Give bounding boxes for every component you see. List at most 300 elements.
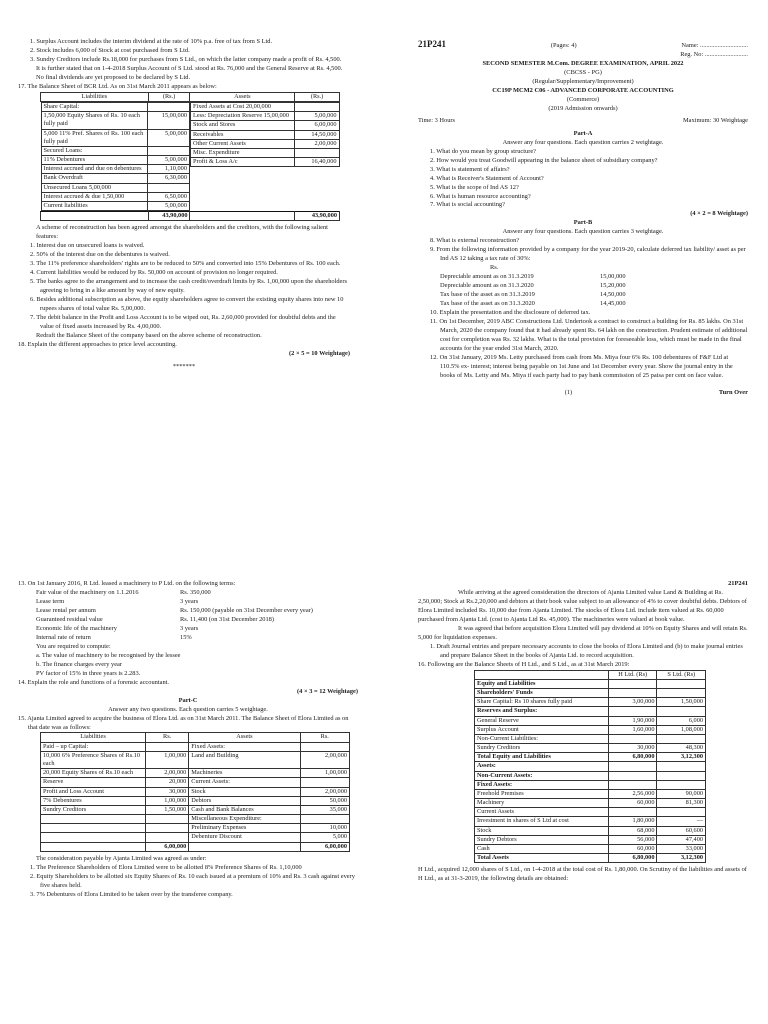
bs16-particular: Non-Current Liabilities: bbox=[475, 734, 609, 743]
question-9: 9. From the following information provided by a company for the year 2019-20, calculate deferred tax liability/ asset as per Ind AS 12 taking a tax rate of 30%: bbox=[430, 246, 746, 263]
bs16-s-ltd: — bbox=[657, 817, 706, 826]
lease-row bbox=[36, 616, 358, 625]
liability-item: Bank Overdraft bbox=[41, 174, 148, 183]
asset-amount: 10,000 bbox=[300, 824, 349, 833]
compute-item: a. The value of machinery to be recognised by the lessee bbox=[36, 651, 181, 659]
bs16-s-ltd bbox=[657, 689, 706, 698]
bs16-row bbox=[475, 854, 706, 863]
asset-amount: 2,00,000 bbox=[294, 139, 339, 148]
bs16-particular: Stock bbox=[475, 826, 609, 835]
lease-term-label: Lease term bbox=[36, 597, 65, 605]
liability-amount bbox=[148, 183, 190, 192]
asset-amount: 50,000 bbox=[300, 796, 349, 805]
q9-data-table bbox=[430, 273, 748, 309]
asset-item: Machineries bbox=[189, 769, 300, 778]
q9-row bbox=[440, 282, 748, 291]
bs-row bbox=[41, 769, 350, 778]
liability-amount: 15,00,000 bbox=[148, 112, 190, 129]
col-liabilities: Liabilities bbox=[41, 92, 149, 101]
bs-row bbox=[41, 156, 189, 165]
bs-row bbox=[190, 112, 339, 121]
elora-paragraph-1: While arriving at the agreed consideration the directors of Ajanta Limited value Land & Building at Rs. 2,50,000; Stock at Rs.2,20,000 and debtors at their book value subject to an allowance of 4% to cover doubtful debts. Debtors of Elora Limited included Rs. 10,000 due from Ajanta Limited. The stocks of Elora Ltd. include item valued at Rs. 60,000 purchased from Ajanta Ltd. (cost to Ajanta Ltd Rs. 45,000). The machineries were valued at book value. bbox=[418, 588, 747, 623]
bs16-particular: Freehold Premises bbox=[475, 789, 609, 798]
q9-value: 14,50,000 bbox=[600, 291, 626, 299]
bs-total-row bbox=[41, 842, 350, 851]
liability-item: 5,000 11% Pref. Shares of Rs. 100 each fully paid bbox=[41, 129, 148, 146]
asset-item: Fixed Assets: bbox=[189, 742, 300, 751]
bs16-row bbox=[475, 734, 706, 743]
col-assets: Assets bbox=[190, 92, 295, 101]
liability-item bbox=[41, 824, 146, 833]
liability-item: Reserve bbox=[41, 778, 146, 787]
bs16-particular: Sundry Creditors bbox=[475, 744, 609, 753]
lease-term-value: Rs. 150,000 (payable on 31st December every year) bbox=[180, 606, 313, 614]
bs16-s-ltd: 90,000 bbox=[657, 789, 706, 798]
bs16-particular: Surplus Account bbox=[475, 725, 609, 734]
bs16-row bbox=[475, 771, 706, 780]
admission-label: (2019 Admission onwards) bbox=[548, 104, 618, 112]
bs16-h-ltd: 6,80,000 bbox=[608, 753, 657, 762]
note-paragraph: It is further stated that on 1-4-2018 Surplus Account of S Ltd. stood at Rs. 76,000 and the General Reserve at Rs. 4,500. No final dividends are yet proposed to be declared by S Ltd. bbox=[36, 64, 343, 81]
bs-row bbox=[41, 742, 350, 751]
lease-term-value: 3 years bbox=[180, 597, 199, 605]
liability-item: Unsecured Loans 5,00,000 bbox=[41, 183, 148, 192]
col-rs-2: Rs. bbox=[300, 733, 349, 742]
bs16-h-ltd bbox=[608, 780, 657, 789]
bs16-h-ltd: 3,00,000 bbox=[608, 698, 657, 707]
bs16-row bbox=[475, 744, 706, 753]
bs16-s-ltd: 81,300 bbox=[657, 799, 706, 808]
liability-amount: 5,00,000 bbox=[148, 201, 190, 210]
bs16-h-ltd: 1,90,000 bbox=[608, 716, 657, 725]
col-h-ltd: H Ltd. (Rs) bbox=[608, 670, 657, 679]
page2-right-column bbox=[418, 580, 748, 1024]
bs16-s-ltd: 6,000 bbox=[657, 716, 706, 725]
total-liabilities: 6,00,000 bbox=[146, 842, 189, 851]
consideration-intro: The consideration payable by Ajanta Limited was agreed as under: bbox=[36, 854, 207, 862]
bs-row bbox=[41, 815, 350, 824]
liability-amount: 1,00,000 bbox=[146, 751, 189, 768]
question-16: 16. Following are the Balance Sheets of H Ltd., and S Ltd., as at 31st March 2019: bbox=[418, 660, 630, 668]
scheme-item: 7. The debit balance in the Profit and Loss Account is to be wiped out, Rs. 2,60,000 provided for doubtful debts and the value of fixed assets increased by Rs. 4,00,000. bbox=[30, 313, 336, 330]
consideration-list bbox=[18, 864, 358, 900]
liability-item bbox=[41, 833, 146, 842]
liability-amount bbox=[146, 815, 189, 824]
liability-amount: 5,00,000 bbox=[148, 129, 190, 146]
bs16-h-ltd bbox=[608, 762, 657, 771]
bs-row bbox=[41, 174, 189, 183]
bs16-particular: Machinery bbox=[475, 799, 609, 808]
cbcss-label: (CBCSS - PG) bbox=[564, 68, 602, 76]
liability-amount: 1,10,000 bbox=[148, 165, 190, 174]
asset-amount: 2,00,000 bbox=[300, 751, 349, 768]
asset-amount: 1,00,000 bbox=[300, 769, 349, 778]
bs16-row bbox=[475, 698, 706, 707]
asset-amount: 16,40,000 bbox=[294, 158, 339, 167]
liability-amount bbox=[148, 102, 190, 111]
liability-amount bbox=[146, 833, 189, 842]
question-15: 15. Ajanta Limited agreed to acquire the business of Elora Ltd. as on 31st March 2011. The Balance Sheet of Elora Limited as on that date was as follows: bbox=[18, 714, 349, 731]
part-a-question: 5. What is the scope of Ind AS 12? bbox=[430, 183, 519, 191]
liability-item: 20,000 Equity Shares of Rs.10 each bbox=[41, 769, 146, 778]
lease-terms bbox=[18, 589, 358, 643]
scheme-item: 5. The banks agree to the arrangement and to increase the cash credit/overdraft limits by Rs. 1,00,000 upon the shareholders agreeing to bring in a like amount by way of new equity. bbox=[30, 278, 348, 294]
liability-amount: 20,000 bbox=[146, 778, 189, 787]
part-b-instruction: Answer any four questions. Each question carries 3 weightage. bbox=[502, 228, 664, 236]
asset-item: Misc. Expenditure bbox=[190, 148, 294, 157]
bs16-s-ltd: 3,12,300 bbox=[657, 854, 706, 863]
lease-term-label: Internal rate of return bbox=[36, 633, 91, 641]
asset-item: Receivables bbox=[190, 130, 294, 139]
bs-row bbox=[41, 165, 189, 174]
bs-row bbox=[190, 148, 339, 157]
scheme-item: 2. 50% of the interest due on the debentures is waived. bbox=[30, 251, 170, 259]
question-17-intro: 17. The Balance Sheet of BCR Ltd. As on 31st March 2011 appears as below: bbox=[18, 82, 217, 90]
question-12: 12. On 31st January, 2019 Ms. Letty purchased from cash from Ms. Miya four 6% Rs. 100 debentures of F&F Ltd at 110.5% ex- interest; interest being payable on 1st June and 1st December every year. Show the journal entry in the books of Ms. Letty and Ms. Miya if each party had to pay bank commission of 25 paisa per cent on face value. bbox=[430, 353, 733, 379]
bs16-particular: Assets: bbox=[475, 762, 609, 771]
asset-amount bbox=[300, 778, 349, 787]
bs16-particular: Fixed Assets: bbox=[475, 780, 609, 789]
bs16-row bbox=[475, 762, 706, 771]
bs16-s-ltd bbox=[657, 771, 706, 780]
bs-row bbox=[41, 129, 189, 146]
bs16-h-ltd: 60,000 bbox=[608, 844, 657, 853]
weightage-note: (2 × 5 = 10 Weightage) bbox=[289, 349, 350, 357]
liability-item: Interest accrued & due 1,50,000 bbox=[41, 192, 148, 201]
bs16-h-ltd: 56,000 bbox=[608, 835, 657, 844]
page1-right-column bbox=[418, 38, 748, 508]
page-two bbox=[0, 512, 768, 1024]
liability-item: Paid – up Capital: bbox=[41, 742, 146, 751]
liability-item: Current liabilities bbox=[41, 201, 148, 210]
bs16-s-ltd: 3,12,300 bbox=[657, 753, 706, 762]
bs16-s-ltd bbox=[657, 679, 706, 688]
bs16-h-ltd bbox=[608, 679, 657, 688]
bs16-row bbox=[475, 844, 706, 853]
liability-item bbox=[41, 815, 146, 824]
col-assets: Assets bbox=[189, 733, 300, 742]
total-assets: 6,00,000 bbox=[300, 842, 349, 851]
part-a-weightage: (4 × 2 = 8 Weightage) bbox=[690, 210, 748, 218]
scheme-intro: A scheme of reconstruction has been agreed amongst the shareholders and the creditors, with the following salient features: bbox=[36, 224, 328, 241]
col-rs-2: (Rs.) bbox=[295, 92, 340, 101]
page1-left-column bbox=[18, 38, 350, 502]
scheme-item: 3. The 11% preference shareholders' rights are to be reduced to 50% and converted into 15% Debentures of Rs. 100 each. bbox=[30, 260, 341, 268]
bs16-s-ltd: 60,600 bbox=[657, 826, 706, 835]
lease-row bbox=[36, 589, 358, 598]
elora-balance-sheet-table bbox=[40, 732, 350, 851]
question-16-continuation: H Ltd., acquired 12,000 shares of S Ltd., on 1-4-2018 at the total cost of Rs. 1,80,000. On Scrutiny of the liabilities and assets of H Ltd., as at 31-3-2019, the following details are obtained: bbox=[418, 866, 747, 883]
bs-row bbox=[41, 192, 189, 201]
bs-row bbox=[41, 112, 189, 129]
lease-row bbox=[36, 634, 358, 643]
bs16-h-ltd: 1,80,000 bbox=[608, 817, 657, 826]
q9-label: Tax base of the asset as on 31.3.2020 bbox=[440, 300, 535, 308]
end-stars: ******* bbox=[172, 362, 196, 370]
q9-value: 15,00,000 bbox=[600, 273, 626, 281]
paper-code: 21P241 bbox=[418, 39, 446, 49]
bs16-particular: Cash bbox=[475, 844, 609, 853]
bs-row bbox=[190, 130, 339, 139]
liability-item: Profit and Loss Account bbox=[41, 787, 146, 796]
q9-value: 15,20,000 bbox=[600, 282, 626, 290]
course-title: CC19P MCM2 C06 - ADVANCED CORPORATE ACCOUNTING bbox=[492, 86, 674, 94]
col-particulars bbox=[475, 670, 609, 679]
bs16-row bbox=[475, 789, 706, 798]
max-weightage: Maximum: 30 Weightage bbox=[682, 116, 748, 124]
requirement-item: 1. Draft Journal entries and prepare necessary accounts to close the books of Elora Limited and (b) to make journal entries and prepare Balance Sheet in the books of Ajanta Ltd. to record acquisition. bbox=[430, 642, 743, 659]
asset-item: Profit & Loss A/c bbox=[190, 158, 294, 167]
bs16-h-ltd: 6,80,000 bbox=[608, 854, 657, 863]
question-8: 8. What is external reconstruction? bbox=[430, 237, 520, 245]
q9-label: Depreciable amount as on 31.3.2019 bbox=[440, 273, 534, 281]
bs16-row bbox=[475, 826, 706, 835]
liability-amount: 1,00,000 bbox=[146, 796, 189, 805]
liability-item: 10,000 6% Preference Shares of Rs.10 each bbox=[41, 751, 146, 768]
col-liabilities: Liabilities bbox=[41, 733, 146, 742]
col-rs-1: Rs. bbox=[146, 733, 189, 742]
bcr-balance-sheet-table bbox=[40, 92, 340, 221]
asset-amount: 5,000 bbox=[300, 833, 349, 842]
lease-row bbox=[36, 625, 358, 634]
bs16-particular: Equity and Liabilities bbox=[475, 679, 609, 688]
q9-label: Tax base of the asset as on 31.3.2019 bbox=[440, 291, 535, 299]
bs16-s-ltd: 47,400 bbox=[657, 835, 706, 844]
bs16-particular: Current Assets bbox=[475, 808, 609, 817]
question-10: 10. Explain the presentation and the disclosure of deferred tax. bbox=[430, 309, 591, 317]
liability-amount bbox=[146, 824, 189, 833]
bs-row bbox=[41, 796, 350, 805]
liability-amount: 30,000 bbox=[146, 787, 189, 796]
bs16-particular: Total Assets bbox=[475, 854, 609, 863]
liability-item: 11% Debentures bbox=[41, 156, 148, 165]
liability-amount: 2,00,000 bbox=[146, 769, 189, 778]
bs16-row bbox=[475, 817, 706, 826]
bs16-h-ltd: 30,000 bbox=[608, 744, 657, 753]
bs16-row bbox=[475, 725, 706, 734]
scheme-list bbox=[18, 242, 350, 332]
lease-term-value: Rs. 11,400 (on 31st December 2018) bbox=[180, 615, 275, 623]
lease-term-label: Fair value of the machinery on 1.1.2016 bbox=[36, 588, 139, 596]
bs16-h-ltd bbox=[608, 707, 657, 716]
bs16-row bbox=[475, 679, 706, 688]
q9-row bbox=[440, 291, 748, 300]
bs16-s-ltd bbox=[657, 707, 706, 716]
bs16-h-ltd bbox=[608, 808, 657, 817]
part-a-question: 4. What is Receiver's Statement of Account? bbox=[430, 174, 544, 182]
part-a-instruction: Answer any four questions. Each question carries 2 weightage. bbox=[502, 138, 664, 146]
consideration-item: 2. Equity Shareholders to be allotted six Equity Shares of Rs. 10 each issued at a premium of 10% and Rs. 3 cash against every five shares held. bbox=[30, 872, 355, 889]
bs16-row bbox=[475, 780, 706, 789]
asset-amount: 14,50,000 bbox=[294, 130, 339, 139]
asset-amount: 6,00,000 bbox=[294, 121, 339, 130]
question-18: 18. Explain the different approaches to price level accounting. bbox=[18, 340, 177, 348]
question-14: 14. Explain the role and functions of a forensic accountant. bbox=[18, 678, 170, 686]
asset-item: Cash and Bank Balances bbox=[189, 805, 300, 814]
asset-item: Other Current Assets bbox=[190, 139, 294, 148]
bs16-row bbox=[475, 753, 706, 762]
consideration-item: 3. 7% Debentures of Elora Limited to be taken over by the transferee company. bbox=[30, 890, 233, 898]
bs16-particular: Reserves and Surplus: bbox=[475, 707, 609, 716]
bs-row bbox=[41, 183, 189, 192]
bs16-row bbox=[475, 689, 706, 698]
turn-over: Turn Over bbox=[718, 388, 748, 396]
lease-row bbox=[36, 598, 358, 607]
lease-term-label: Economic life of the machinery bbox=[36, 624, 117, 632]
asset-item: Miscellaneous Expenditure: bbox=[189, 815, 300, 824]
col-rs-1: (Rs.) bbox=[148, 92, 190, 101]
h-s-balance-sheet-table bbox=[474, 670, 706, 864]
bs16-s-ltd bbox=[657, 762, 706, 771]
part-a-question: 6. What is human resource accounting? bbox=[430, 192, 531, 200]
bs-row bbox=[41, 824, 350, 833]
paper-code: 21P241 bbox=[728, 580, 748, 587]
q15-requirements bbox=[418, 643, 748, 661]
liability-item: Sundry Creditors bbox=[41, 805, 146, 814]
bs16-row bbox=[475, 835, 706, 844]
bs16-h-ltd: 1,60,000 bbox=[608, 725, 657, 734]
liability-amount: 6,30,000 bbox=[148, 174, 190, 183]
elora-paragraph-2: It was agreed that before acquisition Elora Limited will pay dividend at 10% on Equity Shares and will retain Rs. 5,000 for liquidation expenses. bbox=[418, 624, 748, 641]
bs16-s-ltd: 1,08,000 bbox=[657, 725, 706, 734]
liability-amount: 6,50,000 bbox=[148, 192, 190, 201]
bs16-s-ltd: 33,000 bbox=[657, 844, 706, 853]
part-a-questions bbox=[418, 148, 748, 211]
liability-item: Secured Loans: bbox=[41, 146, 148, 155]
asset-item: Fixed Assets at Cost 20,00,000 bbox=[190, 102, 294, 111]
bs16-row bbox=[475, 808, 706, 817]
asset-amount: 2,00,000 bbox=[300, 787, 349, 796]
bs16-particular: Share Capital: Rs 10 shares fully paid bbox=[475, 698, 609, 707]
stream-label: (Commerce) bbox=[566, 95, 600, 103]
asset-amount: 5,00,000 bbox=[294, 112, 339, 121]
liability-amount bbox=[146, 742, 189, 751]
scheme-item: 4. Current liabilities would be reduced by Rs. 50,000 on account of provision no longer required. bbox=[30, 269, 278, 277]
asset-item: Less: Depreciation Reserve 15,00,000 bbox=[190, 112, 294, 121]
time-label: Time: 3 Hours bbox=[418, 116, 456, 124]
compute-list bbox=[18, 652, 358, 670]
bs16-particular: Shareholders' Funds bbox=[475, 689, 609, 698]
lease-term-label: Guaranteed residual value bbox=[36, 615, 103, 623]
exam-title: SECOND SEMESTER M.Com. DEGREE EXAMINATION, APRIL 2022 bbox=[482, 59, 684, 67]
q9-label: Depreciable amount as on 31.3.2020 bbox=[440, 282, 534, 290]
part-c-instruction: Answer any two questions. Each question carries 5 weightage. bbox=[108, 705, 268, 713]
asset-amount bbox=[300, 815, 349, 824]
part-b-title: Part-B bbox=[573, 219, 593, 227]
lease-term-value: 15% bbox=[180, 633, 192, 641]
part-c-title: Part-C bbox=[178, 696, 198, 704]
name-field: Name: .............................. bbox=[681, 42, 748, 49]
asset-item: Current Assets: bbox=[189, 778, 300, 787]
liability-amount: 1,50,000 bbox=[146, 805, 189, 814]
liability-amount: 5,00,000 bbox=[148, 156, 190, 165]
pv-factor: PV factor of 15% in three years is 2.283. bbox=[36, 669, 141, 677]
q9-rs-label: Rs. bbox=[490, 264, 499, 272]
compute-item: b. The finance charges every year bbox=[36, 660, 122, 668]
part-b-weightage: (4 × 3 = 12 Weightage) bbox=[297, 687, 358, 695]
bs16-particular: General Reserve bbox=[475, 716, 609, 725]
question-13: 13. On 1st January 2016, R Ltd. leased a machinery to P Ltd. on the following terms: bbox=[18, 580, 236, 587]
bs-row bbox=[190, 139, 339, 148]
part-a-question: 2. How would you treat Goodwill appearing in the balance sheet of subsidiary company? bbox=[430, 156, 658, 164]
asset-item: Debtors bbox=[189, 796, 300, 805]
regular-label: (Regular/Supplementary/Improvement) bbox=[532, 77, 634, 85]
total-assets: 43,90,000 bbox=[295, 212, 340, 221]
bs-row bbox=[41, 102, 189, 111]
bs-total-row bbox=[41, 212, 340, 221]
total-liabilities: 43,90,000 bbox=[148, 212, 190, 221]
bs16-s-ltd: 1,50,000 bbox=[657, 698, 706, 707]
asset-item: Debenture Discount bbox=[189, 833, 300, 842]
part-a-question: 7. What is social accounting? bbox=[430, 201, 505, 209]
liability-item: 1,50,000 Equity Shares of Rs. 10 each fully paid bbox=[41, 112, 148, 129]
redraft-instruction: Redraft the Balance Sheet of the company based on the above scheme of reconstruction. bbox=[36, 331, 262, 339]
lease-term-value: Rs. 350,000 bbox=[180, 588, 211, 596]
bs16-s-ltd bbox=[657, 808, 706, 817]
bs16-h-ltd: 68,000 bbox=[608, 826, 657, 835]
asset-amount: 35,000 bbox=[300, 805, 349, 814]
reg-no-field: Reg. No: ........................... bbox=[680, 50, 748, 58]
part-a-question: 1. What do you mean by group structure? bbox=[430, 147, 537, 155]
scheme-item: 6. Besides additional subscription as above, the equity shareholders agree to convert the existing equity shares into new 10 rupees shares of total value Rs. 5,00,000. bbox=[30, 295, 344, 312]
scheme-item: 1. Interest due on unsecured loans is waived. bbox=[30, 242, 145, 250]
notes-list bbox=[18, 38, 350, 65]
bs-row bbox=[41, 805, 350, 814]
liability-item: 7% Debentures bbox=[41, 796, 146, 805]
liability-amount bbox=[148, 146, 190, 155]
bs16-row bbox=[475, 716, 706, 725]
asset-item: Stock bbox=[189, 787, 300, 796]
compute-label: You are required to compute: bbox=[36, 642, 111, 650]
bs-row bbox=[190, 121, 339, 130]
bs16-s-ltd bbox=[657, 780, 706, 789]
part-a-question: 3. What is statement of affairs? bbox=[430, 165, 510, 173]
bs16-row bbox=[475, 799, 706, 808]
part-a-title: Part-A bbox=[573, 129, 593, 137]
asset-item: Land and Building bbox=[189, 751, 300, 768]
q9-row bbox=[440, 300, 748, 309]
col-s-ltd: S Ltd. (Rs) bbox=[657, 670, 706, 679]
bs16-particular: Sundry Debtors bbox=[475, 835, 609, 844]
bs16-h-ltd bbox=[608, 734, 657, 743]
bs16-h-ltd: 2,56,000 bbox=[608, 789, 657, 798]
bs16-particular: Non-Current Assets: bbox=[475, 771, 609, 780]
liability-item: Share Capital: bbox=[41, 102, 148, 111]
liability-item: Interest accrued and due on debentures bbox=[41, 165, 148, 174]
note-item: 3. Sundry Creditors include Rs.18,000 for purchases from S Ltd., on which the latter company made a profit of Rs. 4,500. bbox=[30, 55, 342, 63]
asset-item: Stock and Stores bbox=[190, 121, 294, 130]
note-item: 1. Surplus Account includes the interim dividend at the rate of 10% p.a. free of tax from S Ltd. bbox=[30, 38, 273, 45]
bs-row bbox=[41, 146, 189, 155]
lease-term-label: Lease rental per annum bbox=[36, 606, 96, 614]
asset-amount bbox=[300, 742, 349, 751]
consideration-item: 1. The Preference Shareholders of Elora Limited were to be allotted 8% Preference Shares of Rs. 1,10,000 bbox=[30, 863, 302, 871]
q9-value: 14,45,000 bbox=[600, 300, 626, 308]
bs-row bbox=[190, 158, 339, 167]
asset-amount bbox=[294, 148, 339, 157]
bs-row bbox=[41, 787, 350, 796]
bs16-particular: Total Equity and Liabilities bbox=[475, 753, 609, 762]
bs-row bbox=[41, 201, 189, 210]
bs16-s-ltd bbox=[657, 734, 706, 743]
bs16-s-ltd: 48,300 bbox=[657, 744, 706, 753]
pages-count: (Pages: 4) bbox=[550, 42, 577, 49]
bs16-row bbox=[475, 707, 706, 716]
lease-row bbox=[36, 607, 358, 616]
bs16-particular: Investment in shares of S Ltd at cost bbox=[475, 817, 609, 826]
note-item: 2. Stock includes 6,000 of Stock at cost purchased from S Ltd. bbox=[30, 46, 190, 54]
question-11: 11. On 1st December, 2019 ABC Constructions Ltd. Undertook a contract to construct a building for Rs. 85 lakhs. On 31st March, 2020 the company found that it had already spent Rs. 64 lakh on the construction. Prudent estimate of additional cost for completion was Rs. 32 lakhs. What is the total provision for foreseeable loss, which must be made in the final accounts for the year ended 31st March, 2020. bbox=[430, 318, 748, 352]
